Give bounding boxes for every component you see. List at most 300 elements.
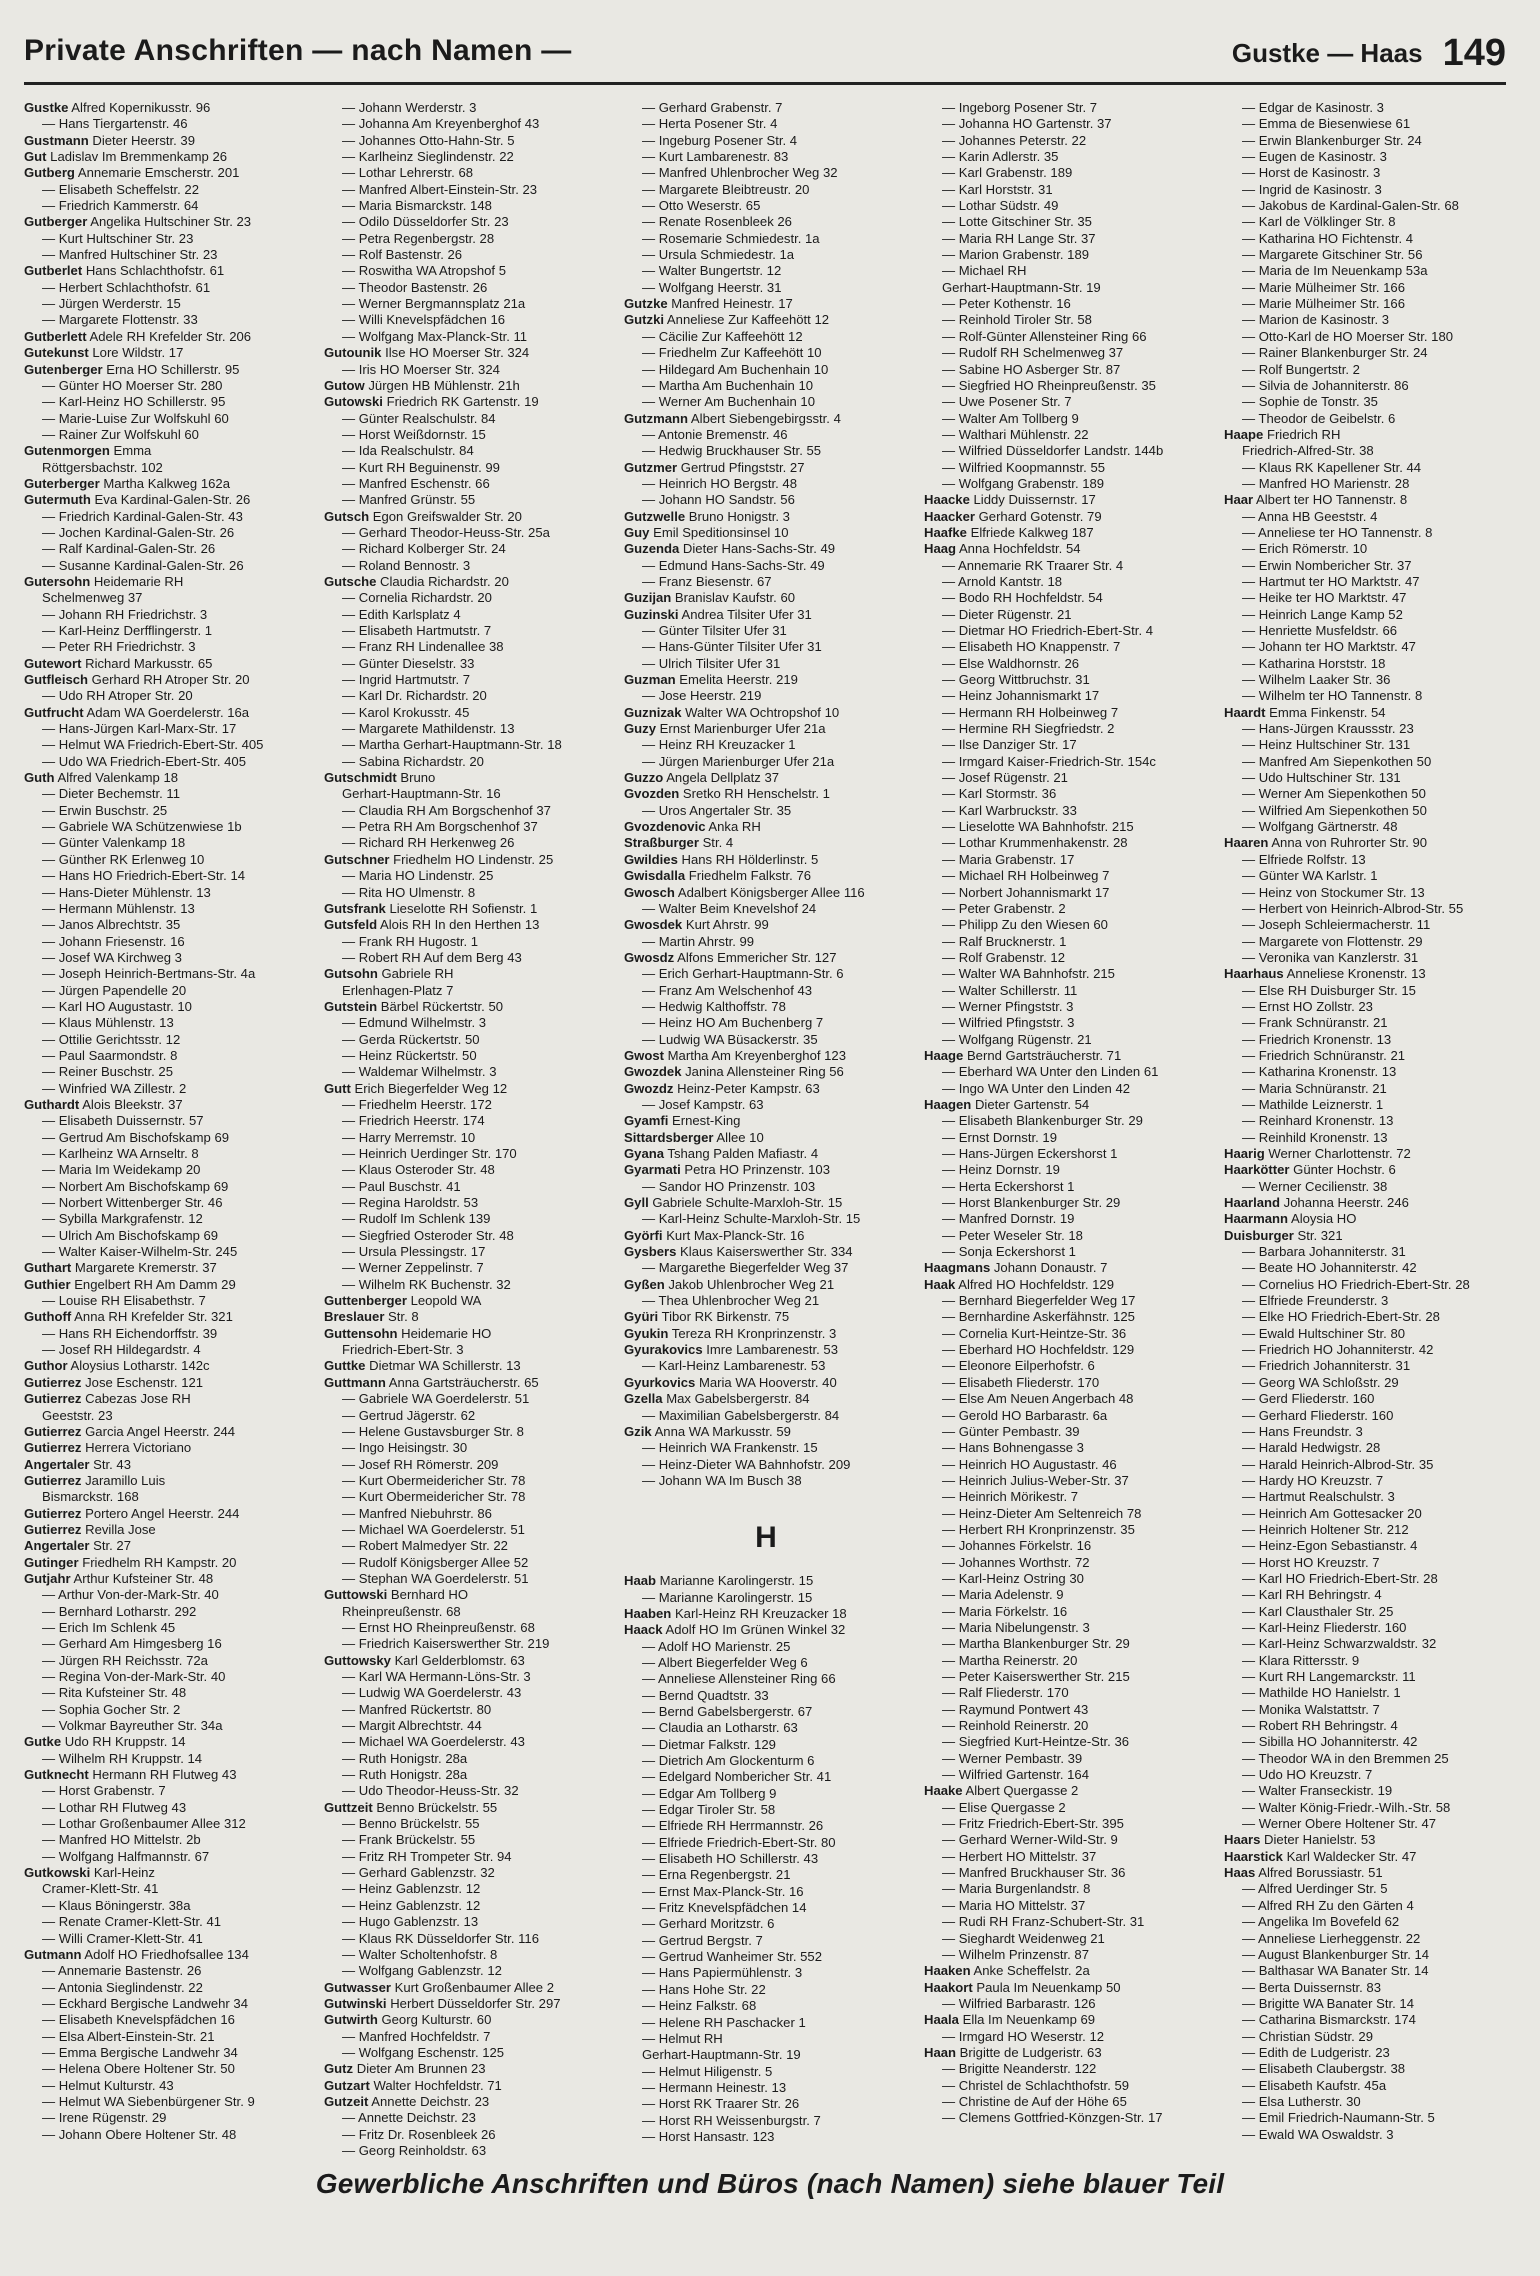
directory-entry: — Elisabeth Fliederstr. 170 <box>942 1374 1100 1390</box>
directory-entry: — Hermann RH Holbeinweg 7 <box>942 704 1119 720</box>
directory-entry: — Anna HB Geeststr. 4 <box>1242 508 1378 524</box>
directory-entry: — Manfred Rückertstr. 80 <box>342 1701 492 1717</box>
directory-entry: — Kurt Lambarenestr. 83 <box>642 149 789 165</box>
directory-surname-entry: Haag Anna Hochfeldstr. 54 <box>924 541 1081 557</box>
directory-surname-entry: Haala Ella Im Neuenkamp 69 <box>924 2012 1096 2028</box>
directory-entry: — Beate HO Johanniterstr. 42 <box>1242 1260 1417 1276</box>
directory-surname-entry: Guzman Emelita Heerstr. 219 <box>624 672 798 688</box>
directory-entry: — Clemens Gottfried-Könzgen-Str. 17 <box>942 2110 1163 2126</box>
directory-entry: — August Blankenburger Str. 14 <box>1242 1946 1430 1962</box>
directory-entry: — Frank Schnüranstr. 21 <box>1242 1015 1388 1031</box>
directory-entry: — Karl Grabenstr. 189 <box>942 165 1073 181</box>
directory-entry: — Cornelia Kurt-Heintze-Str. 36 <box>942 1325 1127 1341</box>
directory-surname-entry: Gysbers Klaus Kaiserswerther Str. 334 <box>624 1244 853 1260</box>
directory-entry: — Rolf Bungertstr. 2 <box>1242 361 1360 377</box>
directory-surname-entry: Gutzmann Albert Siebengebirgsstr. 4 <box>624 410 841 426</box>
directory-entry: — Catharina Bismarckstr. 174 <box>1242 2012 1416 2028</box>
directory-entry: — Karl-Heinz Ostring 30 <box>942 1570 1084 1586</box>
directory-entry: — Hedwig Bruckhauser Str. 55 <box>642 443 822 459</box>
directory-surname-entry: Gyurkovics Maria WA Hooverstr. 40 <box>624 1374 837 1390</box>
directory-column-5 <box>1224 100 1508 2140</box>
directory-entry: — Maria Grabenstr. 17 <box>942 851 1075 867</box>
directory-entry: — Udo Hultschiner Str. 131 <box>1242 770 1401 786</box>
directory-entry: — Johannes Otto-Hahn-Str. 5 <box>342 132 515 148</box>
directory-entry: — Mathilde HO Hanielstr. 1 <box>1242 1685 1401 1701</box>
directory-entry: — Ewald WA Oswaldstr. 3 <box>1242 2126 1394 2142</box>
directory-entry: — Karlheinz Sieglindenstr. 22 <box>342 149 514 165</box>
directory-entry: — Manfred Dornstr. 19 <box>942 1211 1075 1227</box>
directory-entry: — Louise RH Elisabethstr. 7 <box>42 1293 206 1309</box>
directory-entry: — Heinz Gablenzstr. 12 <box>342 1881 481 1897</box>
directory-surname-entry: Gutschmidt Bruno <box>324 770 436 786</box>
directory-entry: — Friedrich Kammerstr. 64 <box>42 198 199 214</box>
directory-entry: — Werner Cecilienstr. 38 <box>1242 1178 1388 1194</box>
directory-entry: — Gerhard Gablenzstr. 32 <box>342 1865 495 1881</box>
directory-entry: — Wilfried Barbarastr. 126 <box>942 1995 1096 2011</box>
directory-surname-entry: Gwozdek Janina Allensteiner Ring 56 <box>624 1064 844 1080</box>
directory-entry: — Helmut RH <box>642 2030 723 2046</box>
directory-entry: — Else RH Duisburger Str. 15 <box>1242 982 1416 998</box>
directory-entry: — Wilhelm Laaker Str. 36 <box>1242 672 1391 688</box>
directory-surname-entry: Gvozden Sretko RH Henschelstr. 1 <box>624 786 830 802</box>
directory-surname-entry: Guznizak Walter WA Ochtropshof 10 <box>624 704 840 720</box>
directory-entry: — Walter Franseckistr. 19 <box>1242 1783 1393 1799</box>
directory-entry: — Walter Am Tollberg 9 <box>942 410 1079 426</box>
directory-entry: — Sieghardt Weidenweg 21 <box>942 1930 1105 1946</box>
directory-entry: — Hartmut Realschulstr. 3 <box>1242 1489 1395 1505</box>
directory-entry: — Karl Dr. Richardstr. 20 <box>342 688 487 704</box>
directory-entry: — Sandor HO Prinzenstr. 103 <box>642 1178 816 1194</box>
directory-surname-entry: Gwozdz Heinz-Peter Kampstr. 63 <box>624 1080 820 1096</box>
directory-entry: — Maria Burgenlandstr. 8 <box>942 1881 1091 1897</box>
directory-entry: — Manfred Am Siepenkothen 50 <box>1242 753 1432 769</box>
directory-surname-entry: Guzinski Andrea Tilsiter Ufer 31 <box>624 606 812 622</box>
directory-entry: — Ulrich Am Bischofskamp 69 <box>42 1227 219 1243</box>
directory-entry: — Martha Blankenburger Str. 29 <box>942 1636 1130 1652</box>
directory-entry: — Heinrich HO Bergstr. 48 <box>642 475 797 491</box>
directory-surname-entry: Gutsch Egon Greifswalder Str. 20 <box>324 508 522 524</box>
directory-entry: — Theodor Bastenstr. 26 <box>342 279 488 295</box>
directory-surname-entry: Gutwinski Herbert Düsseldorfer Str. 297 <box>324 1995 561 2011</box>
directory-surname-entry: Guzzo Angela Dellplatz 37 <box>624 770 780 786</box>
directory-entry: — Manfred Niebuhrstr. 86 <box>342 1505 492 1521</box>
directory-entry: — Regina Haroldstr. 53 <box>342 1195 479 1211</box>
directory-entry: — Edmund Wilhelmstr. 3 <box>342 1015 487 1031</box>
directory-entry: — Werner Pembastr. 39 <box>942 1750 1083 1766</box>
directory-entry: — Lothar Lehrerstr. 68 <box>342 165 474 181</box>
directory-entry: — Albert Biegerfelder Weg 6 <box>642 1654 808 1670</box>
directory-entry: — Gabriele WA Schützenwiese 1b <box>42 819 242 835</box>
directory-entry: — Werner Zeppelinstr. 7 <box>342 1260 484 1276</box>
directory-entry: — Anneliese Allensteiner Ring 66 <box>642 1671 836 1687</box>
directory-entry: — Kurt Obermeidericher Str. 78 <box>342 1489 526 1505</box>
directory-surname-entry: Gutberlet Hans Schlachthofstr. 61 <box>24 263 225 279</box>
directory-entry: — Wilfried Koopmannstr. 55 <box>942 459 1106 475</box>
directory-entry: — Erna Regenbergstr. 21 <box>642 1867 791 1883</box>
directory-entry: — Rita HO Ulmenstr. 8 <box>342 884 476 900</box>
directory-entry: — Heinz-Dieter Am Seltenreich 78 <box>942 1505 1142 1521</box>
directory-entry: — Helena Obere Holtener Str. 50 <box>42 2061 235 2077</box>
directory-entry: — Heinz Johannismarkt 17 <box>942 688 1100 704</box>
directory-entry: — Hans Tiergartenstr. 46 <box>42 116 188 132</box>
directory-entry: — Sabina Richardstr. 20 <box>342 753 484 769</box>
directory-entry: — Karin Adlerstr. 35 <box>942 149 1059 165</box>
directory-entry: — Heinrich WA Frankenstr. 15 <box>642 1440 818 1456</box>
directory-entry: — Brigitte Neanderstr. 122 <box>942 2061 1097 2077</box>
directory-entry: — Günter WA Karlstr. 1 <box>1242 868 1378 884</box>
directory-entry: — Friedrich Kronenstr. 13 <box>1242 1031 1392 1047</box>
directory-entry: — Else Waldhornstr. 26 <box>942 655 1080 671</box>
directory-entry: — Gerhard Grabenstr. 7 <box>642 100 783 115</box>
directory-entry: — Theodor de Geibelstr. 6 <box>1242 410 1396 426</box>
directory-surname-entry: Haape Friedrich RH <box>1224 426 1341 442</box>
page-number: 149 <box>1442 32 1506 74</box>
directory-entry: — Heinrich HO Augustastr. 46 <box>942 1456 1117 1472</box>
directory-entry: — Robert Malmedyer Str. 22 <box>342 1538 508 1554</box>
directory-entry: — Marion de Kasinostr. 3 <box>1242 312 1390 328</box>
directory-surname-entry: Haarmann Aloysia HO <box>1224 1211 1357 1227</box>
directory-entry: — Udo HO Kreuzstr. 7 <box>1242 1767 1373 1783</box>
directory-entry: — Heinz RH Kreuzacker 1 <box>642 737 796 753</box>
directory-entry: — Karl-Heinz Lambarenestr. 53 <box>642 1358 826 1374</box>
directory-entry: — Walter König-Friedr.-Wilh.-Str. 58 <box>1242 1799 1451 1815</box>
directory-entry: — Richard RH Herkenweg 26 <box>342 835 515 851</box>
directory-entry: — Dietmar Falkstr. 129 <box>642 1736 776 1752</box>
directory-entry: — Maria Schnüranstr. 21 <box>1242 1080 1387 1096</box>
directory-entry: — Elsa Albert-Einstein-Str. 21 <box>42 2028 215 2044</box>
directory-entry: — Heinz Rückertstr. 50 <box>342 1047 477 1063</box>
directory-entry: — Klaus Mühlenstr. 13 <box>42 1015 174 1031</box>
directory-entry: — Günter Tilsiter Ufer 31 <box>642 623 787 638</box>
name-range: Gustke — Haas <box>1231 38 1423 68</box>
directory-entry: — Michael WA Goerdelerstr. 43 <box>342 1734 525 1750</box>
directory-surname-entry: Haarkötter Günter Hochstr. 6 <box>1224 1162 1396 1178</box>
directory-entry: — Hans Papiermühlenstr. 3 <box>642 1965 803 1981</box>
directory-entry: — Kurt Obermeidericher Str. 78 <box>342 1472 526 1488</box>
directory-entry: — Bernd Quadtstr. 33 <box>642 1687 769 1703</box>
directory-entry: — Friedrich HO Johanniterstr. 42 <box>1242 1342 1434 1358</box>
directory-entry: — Horst Blankenburger Str. 29 <box>942 1195 1121 1211</box>
directory-entry: — Georg Reinholdstr. 63 <box>342 2142 487 2158</box>
directory-entry: — Ingo Heisingstr. 30 <box>342 1440 468 1456</box>
directory-entry: — Klaus RK Kapellener Str. 44 <box>1242 459 1422 475</box>
directory-surname-entry: Gwost Martha Am Kreyenberghof 123 <box>624 1047 846 1063</box>
directory-entry: — Elisabeth HO Knappenstr. 7 <box>942 639 1121 655</box>
directory-entry: — Karl WA Hermann-Löns-Str. 3 <box>342 1669 531 1684</box>
directory-entry: — Karl Warbruckstr. 33 <box>942 802 1077 818</box>
directory-entry: — Manfred Eschenstr. 66 <box>342 475 490 491</box>
directory-surname-entry: Gutwirth Georg Kulturstr. 60 <box>324 2012 492 2028</box>
directory-entry: — Lothar Südstr. 49 <box>942 198 1059 214</box>
directory-surname-entry: Gutinger Friedhelm RH Kampstr. 20 <box>24 1554 237 1570</box>
directory-surname-entry: Guttensohn Heidemarie HO <box>324 1325 492 1341</box>
directory-entry: — Petra Regenbergstr. 28 <box>342 230 495 246</box>
directory-entry: — Roswitha WA Atropshof 5 <box>342 263 506 279</box>
directory-entry: — Hans-Jürgen Kraussstr. 23 <box>1242 721 1414 737</box>
directory-entry: — Gerhard Werner-Wild-Str. 9 <box>942 1832 1118 1848</box>
directory-entry: — Werner Am Siepenkothen 50 <box>1242 786 1426 802</box>
directory-entry: — Wolfgang Gärtnerstr. 48 <box>1242 819 1398 835</box>
directory-surname-entry: Haage Bernd Gartsträucherstr. 71 <box>924 1047 1122 1063</box>
directory-surname-entry: Gutow Jürgen HB Mühlenstr. 21h <box>324 377 520 393</box>
directory-surname-entry: Haagen Dieter Gartenstr. 54 <box>924 1096 1090 1112</box>
directory-entry: — Edgar Tiroler Str. 58 <box>642 1802 776 1818</box>
directory-surname-entry: Gutzmer Gertrud Pfingststr. 27 <box>624 459 805 475</box>
directory-surname-entry: Gyukin Tereza RH Kronprinzenstr. 3 <box>624 1325 837 1341</box>
directory-surname-entry: Gutt Erich Biegerfelder Weg 12 <box>324 1080 508 1096</box>
directory-entry: — Ingeburg Posener Str. 4 <box>642 132 798 148</box>
directory-entry: — Roland Bennostr. 3 <box>342 557 471 573</box>
directory-entry: — Gertrud Am Bischofskamp 69 <box>42 1129 230 1145</box>
directory-entry: — Karl-Heinz Derfflingerstr. 1 <box>42 623 213 638</box>
directory-surname-entry: Gyarmati Petra HO Prinzenstr. 103 <box>624 1162 830 1178</box>
directory-entry: — Thea Uhlenbrocher Weg 21 <box>642 1293 820 1309</box>
directory-entry: — Reinhard Kronenstr. 13 <box>1242 1113 1394 1129</box>
directory-entry: — Edith Karlsplatz 4 <box>342 606 461 622</box>
directory-columns <box>24 100 1508 2158</box>
directory-entry: — Elisabeth HO Schillerstr. 43 <box>642 1851 819 1867</box>
directory-entry: — Richard Kolberger Str. 24 <box>342 541 506 557</box>
directory-entry: — Paul Saarmondstr. 8 <box>42 1047 178 1063</box>
directory-entry: — Reinhold Tiroler Str. 58 <box>942 312 1092 328</box>
directory-entry: — Sonja Eckershorst 1 <box>942 1244 1076 1260</box>
directory-surname-entry: Gustmann Dieter Heerstr. 39 <box>24 132 195 148</box>
directory-entry: — Hans-Dieter Mühlenstr. 13 <box>42 884 211 900</box>
directory-entry: — Balthasar WA Banater Str. 14 <box>1242 1963 1429 1979</box>
directory-surname-entry: Gustke Alfred Kopernikusstr. 96 <box>24 100 211 115</box>
directory-entry: — Wilhelm RK Buchenstr. 32 <box>342 1276 511 1292</box>
directory-entry: — Ludwig WA Goerdelerstr. 43 <box>342 1685 522 1701</box>
directory-surname-entry: Gutierrez Revilla Jose <box>24 1521 156 1537</box>
directory-surname-entry: Haakort Paula Im Neuenkamp 50 <box>924 1979 1121 1995</box>
directory-entry-continuation: Gerhart-Hauptmann-Str. 19 <box>642 2047 801 2063</box>
directory-entry: — Rolf-Günter Allensteiner Ring 66 <box>942 328 1147 344</box>
directory-surname-entry: Gutierrez Portero Angel Heerstr. 244 <box>24 1505 240 1521</box>
directory-entry: — Robert RH Behringstr. 4 <box>1242 1718 1398 1734</box>
directory-entry: — Helmut WA Siebenbürgener Str. 9 <box>42 2093 255 2109</box>
directory-entry: — Herbert von Heinrich-Albrod-Str. 55 <box>1242 900 1464 916</box>
directory-entry: — Adolf HO Marienstr. 25 <box>642 1638 791 1654</box>
directory-entry: — Irmgard Kaiser-Friedrich-Str. 154c <box>942 753 1156 769</box>
directory-entry: — Lothar RH Flutweg 43 <box>42 1799 187 1815</box>
directory-entry: — Werner Pfingststr. 3 <box>942 998 1074 1014</box>
directory-surname-entry: Straßburger Str. 4 <box>624 835 734 851</box>
directory-entry: — Hans-Jürgen Eckershorst 1 <box>942 1146 1118 1161</box>
directory-entry: — Harald Hedwigstr. 28 <box>1242 1440 1381 1456</box>
directory-entry: — Günther RK Erlenweg 10 <box>42 851 205 867</box>
directory-entry: — Siegfried Osteroder Str. 48 <box>342 1227 514 1243</box>
directory-surname-entry: Gutermuth Eva Kardinal-Galen-Str. 26 <box>24 492 251 508</box>
directory-surname-entry: Guthoff Anna RH Krefelder Str. 321 <box>24 1309 233 1325</box>
directory-entry: — Elisabeth Scheffelstr. 22 <box>42 181 199 197</box>
directory-surname-entry: Haas Alfred Borussiastr. 51 <box>1224 1865 1383 1881</box>
directory-entry: — Erwin Blankenburger Str. 24 <box>1242 132 1422 148</box>
directory-entry: — Dietrich Am Glockenturm 6 <box>642 1753 815 1768</box>
directory-entry: — Monika Walstattstr. 7 <box>1242 1701 1380 1717</box>
directory-entry: — Friedrich Kaiserswerther Str. 219 <box>342 1636 550 1652</box>
directory-entry: — Uros Angertaler Str. 35 <box>642 802 792 818</box>
directory-surname-entry: Guthardt Alois Bleekstr. 37 <box>24 1096 183 1112</box>
directory-entry: — Manfred HO Marienstr. 28 <box>1242 475 1410 491</box>
directory-entry: — Christian Südstr. 29 <box>1242 2028 1373 2044</box>
directory-entry: — Maria HO Lindenstr. 25 <box>342 868 494 884</box>
directory-column-4 <box>924 100 1208 2140</box>
directory-entry: — Elfriede Freunderstr. 3 <box>1242 1293 1389 1309</box>
directory-entry: — Ralf Fliederstr. 170 <box>942 1685 1069 1701</box>
directory-entry: — Wolfgang Rügenstr. 21 <box>942 1031 1092 1047</box>
directory-surname-entry: Gut Ladislav Im Bremmenkamp 26 <box>24 149 228 165</box>
directory-surname-entry: Guzijan Branislav Kaufstr. 60 <box>624 590 796 606</box>
directory-entry: — Hermann Heinestr. 13 <box>642 2079 787 2095</box>
directory-entry: — Peter Kothenstr. 16 <box>942 296 1071 312</box>
directory-entry: — Dieter Rügenstr. 21 <box>942 606 1072 622</box>
directory-entry: — Volkmar Bayreuther Str. 34a <box>42 1718 223 1734</box>
directory-surname-entry: Haaken Anke Scheffelstr. 2a <box>924 1963 1090 1979</box>
directory-entry: — Johann HO Sandstr. 56 <box>642 492 795 508</box>
directory-entry: — Christel de Schlachthofstr. 59 <box>942 2077 1130 2093</box>
directory-entry: — Sophie de Tonstr. 35 <box>1242 394 1378 410</box>
directory-entry: — Angelika Im Bovefeld 62 <box>1242 1914 1400 1930</box>
directory-surname-entry: Gwildies Hans RH Hölderlinstr. 5 <box>624 851 819 867</box>
directory-surname-entry: Gutfleisch Gerhard RH Atroper Str. 20 <box>24 672 250 688</box>
directory-entry: — Martha Am Buchenhain 10 <box>642 377 814 393</box>
directory-entry: — Mathilde Leiznerstr. 1 <box>1242 1096 1384 1112</box>
directory-entry: — Fritz RH Trompeter Str. 94 <box>342 1848 512 1864</box>
directory-entry: — Bernhardine Askerfähnstr. 125 <box>942 1309 1135 1325</box>
directory-entry: — Annemarie RK Traarer Str. 4 <box>942 557 1124 573</box>
directory-entry: — Wolfgang Grabenstr. 189 <box>942 475 1105 491</box>
directory-surname-entry: Gutierrez Garcia Angel Heerstr. 244 <box>24 1423 236 1439</box>
directory-entry: — Ernst HO Rheinpreußenstr. 68 <box>342 1619 535 1635</box>
directory-entry: — Bernd Gabelsbergerstr. 67 <box>642 1703 813 1719</box>
directory-entry: — Heinz-Egon Sebastianstr. 4 <box>1242 1538 1418 1554</box>
directory-entry-continuation: Rheinpreußenstr. 68 <box>342 1603 461 1619</box>
directory-entry: — Gerold HO Barbarastr. 6a <box>942 1407 1108 1423</box>
section-title: Private Anschriften — nach Namen — <box>24 34 572 67</box>
directory-surname-entry: Gutenmorgen Emma <box>24 443 152 459</box>
directory-entry: — Josef Kampstr. 63 <box>642 1096 764 1112</box>
directory-entry: — Wilhelm ter HO Tannenstr. 8 <box>1242 688 1423 704</box>
directory-entry: — Emma Bergische Landwehr 34 <box>42 2044 238 2060</box>
directory-entry: — Lieselotte WA Bahnhofstr. 215 <box>942 819 1134 835</box>
directory-entry: — Reinhold Reinerstr. 20 <box>942 1718 1089 1734</box>
directory-surname-entry: Gutzart Walter Hochfeldstr. 71 <box>324 2077 502 2093</box>
directory-surname-entry: Angertaler Str. 27 <box>24 1538 131 1554</box>
directory-entry: — Ingeborg Posener Str. 7 <box>942 100 1098 115</box>
directory-entry: — Günter Pembastr. 39 <box>942 1423 1080 1439</box>
directory-entry: — Petra RH Am Borgschenhof 37 <box>342 819 538 835</box>
directory-entry: — Hans-Jürgen Karl-Marx-Str. 17 <box>42 721 237 737</box>
directory-surname-entry: Gvozdenovic Anka RH <box>624 819 761 835</box>
directory-entry: — Werner Bergmannsplatz 21a <box>342 296 526 312</box>
directory-entry: — Sibilla HO Johanniterstr. 42 <box>1242 1734 1418 1750</box>
directory-entry: — Walter Bungertstr. 12 <box>642 263 782 279</box>
directory-entry: — Hans-Günter Tilsiter Ufer 31 <box>642 639 822 655</box>
directory-surname-entry: Gutierrez Jose Eschenstr. 121 <box>24 1374 204 1390</box>
directory-entry: — Hans Bohnengasse 3 <box>942 1440 1084 1456</box>
directory-entry: — Renate Cramer-Klett-Str. 41 <box>42 1914 222 1930</box>
directory-surname-entry: Gutberlett Adele RH Krefelder Str. 206 <box>24 328 252 344</box>
directory-entry: — Edith de Ludgeristr. 23 <box>1242 2044 1390 2060</box>
directory-entry: — Wolfgang Gablenzstr. 12 <box>342 1963 502 1979</box>
directory-entry: — Waldemar Wilhelmstr. 3 <box>342 1064 497 1080</box>
directory-entry: — Hans HO Friedrich-Ebert-Str. 14 <box>42 868 246 884</box>
directory-entry: — Otto Weserstr. 65 <box>642 198 761 214</box>
directory-entry: — Lothar Krummenhakenstr. 28 <box>942 835 1128 851</box>
directory-entry: — Martha Reinerstr. 20 <box>942 1652 1078 1668</box>
directory-entry: — Elisabeth Hartmutstr. 7 <box>342 623 492 638</box>
directory-surname-entry: Gutierrez Herrera Victoriano <box>24 1440 192 1456</box>
directory-surname-entry: Gyüri Tibor RK Birkenstr. 75 <box>624 1309 790 1325</box>
directory-entry: — Ernst Dornstr. 19 <box>942 1129 1057 1145</box>
directory-entry: — Maria Nibelungenstr. 3 <box>942 1619 1090 1635</box>
directory-entry: — Friedrich Heerstr. 174 <box>342 1113 485 1129</box>
directory-entry: — Herta Posener Str. 4 <box>642 116 778 132</box>
directory-entry: — Udo Theodor-Heuss-Str. 32 <box>342 1783 519 1799</box>
directory-surname-entry: Györfi Kurt Max-Planck-Str. 16 <box>624 1227 805 1243</box>
directory-entry: — Karlheinz WA Arnseltr. 8 <box>42 1146 199 1161</box>
directory-entry: — Sabine HO Asberger Str. 87 <box>942 361 1121 377</box>
directory-entry: — Annette Deichstr. 23 <box>342 2110 476 2126</box>
directory-surname-entry: Gutzke Manfred Heinestr. 17 <box>624 296 793 312</box>
directory-entry: — Friedrich Schnüranstr. 21 <box>1242 1047 1406 1063</box>
directory-entry: — Regina Von-der-Mark-Str. 40 <box>42 1669 226 1684</box>
directory-entry: — Berta Duissernstr. 83 <box>1242 1979 1381 1995</box>
directory-surname-entry: Breslauer Str. 8 <box>324 1309 419 1325</box>
directory-surname-entry: Guttenberger Leopold WA <box>324 1293 482 1309</box>
directory-surname-entry: Gutierrez Cabezas Jose RH <box>24 1391 191 1407</box>
directory-entry: — Karl-Heinz Schwarzwaldstr. 32 <box>1242 1636 1437 1652</box>
directory-entry: — Emma de Biesenwiese 61 <box>1242 116 1411 132</box>
directory-surname-entry: Guy Emil Speditionsinsel 10 <box>624 524 789 540</box>
directory-entry: — Karl de Völklinger Str. 8 <box>1242 214 1396 230</box>
directory-surname-entry: Gutenberger Erna HO Schillerstr. 95 <box>24 361 240 377</box>
directory-surname-entry: Haarstick Karl Waldecker Str. 47 <box>1224 1848 1417 1864</box>
directory-entry: — Cornelius HO Friedrich-Ebert-Str. 28 <box>1242 1276 1470 1292</box>
directory-surname-entry: Gutstein Bärbel Rückertstr. 50 <box>324 998 504 1014</box>
directory-entry: — Franz RH Lindenallee 38 <box>342 639 504 655</box>
directory-entry: — Claudia RH Am Borgschenhof 37 <box>342 802 551 818</box>
directory-entry: — Arthur Von-der-Mark-Str. 40 <box>42 1587 219 1603</box>
directory-surname-entry: Gutsohn Gabriele RH <box>324 966 454 982</box>
directory-entry: — Manfred Hochfeldstr. 7 <box>342 2028 491 2044</box>
directory-entry: — Rolf Grabenstr. 12 <box>942 949 1065 965</box>
directory-entry: — Ursula Plessingstr. 17 <box>342 1244 486 1260</box>
directory-entry: — Ingrid de Kasinostr. 3 <box>1242 181 1382 197</box>
directory-entry: — Erich Römerstr. 10 <box>1242 541 1368 557</box>
directory-entry: — Franz Biesenstr. 67 <box>642 573 772 589</box>
directory-entry: — Maximilian Gabelsbergerstr. 84 <box>642 1407 840 1423</box>
directory-entry: — Antonie Bremenstr. 46 <box>642 426 788 442</box>
directory-entry: — Herbert HO Mittelstr. 37 <box>942 1848 1097 1864</box>
directory-entry: — Marie-Luise Zur Wolfskuhl 60 <box>42 410 229 426</box>
directory-entry: — Rudolf Im Schlenk 139 <box>342 1211 491 1227</box>
directory-entry: — Alfred Uerdinger Str. 5 <box>1242 1881 1388 1897</box>
directory-entry: — Ludwig WA Büsackerstr. 35 <box>642 1031 818 1047</box>
directory-surname-entry: Haafke Elfriede Kalkweg 187 <box>924 524 1094 540</box>
directory-entry: — Harald Heinrich-Albrod-Str. 35 <box>1242 1456 1434 1472</box>
directory-entry: — Helmut Kulturstr. 43 <box>42 2077 174 2093</box>
directory-entry: — Friedhelm Heerstr. 172 <box>342 1096 492 1112</box>
directory-entry: — Manfred HO Mittelstr. 2b <box>42 1832 201 1848</box>
directory-surname-entry: Guttmann Anna Gartsträucherstr. 65 <box>324 1374 539 1390</box>
directory-entry: — Elfriede RH Herrmannstr. 26 <box>642 1818 824 1834</box>
directory-entry: — Margit Albrechtstr. 44 <box>342 1718 482 1734</box>
directory-surname-entry: Gutknecht Hermann RH Flutweg 43 <box>24 1767 237 1783</box>
directory-entry: — Kurt RH Beguinenstr. 99 <box>342 459 500 475</box>
directory-entry: — Heinz von Stockumer Str. 13 <box>1242 884 1425 900</box>
directory-entry-continuation: Geeststr. 23 <box>42 1407 113 1423</box>
